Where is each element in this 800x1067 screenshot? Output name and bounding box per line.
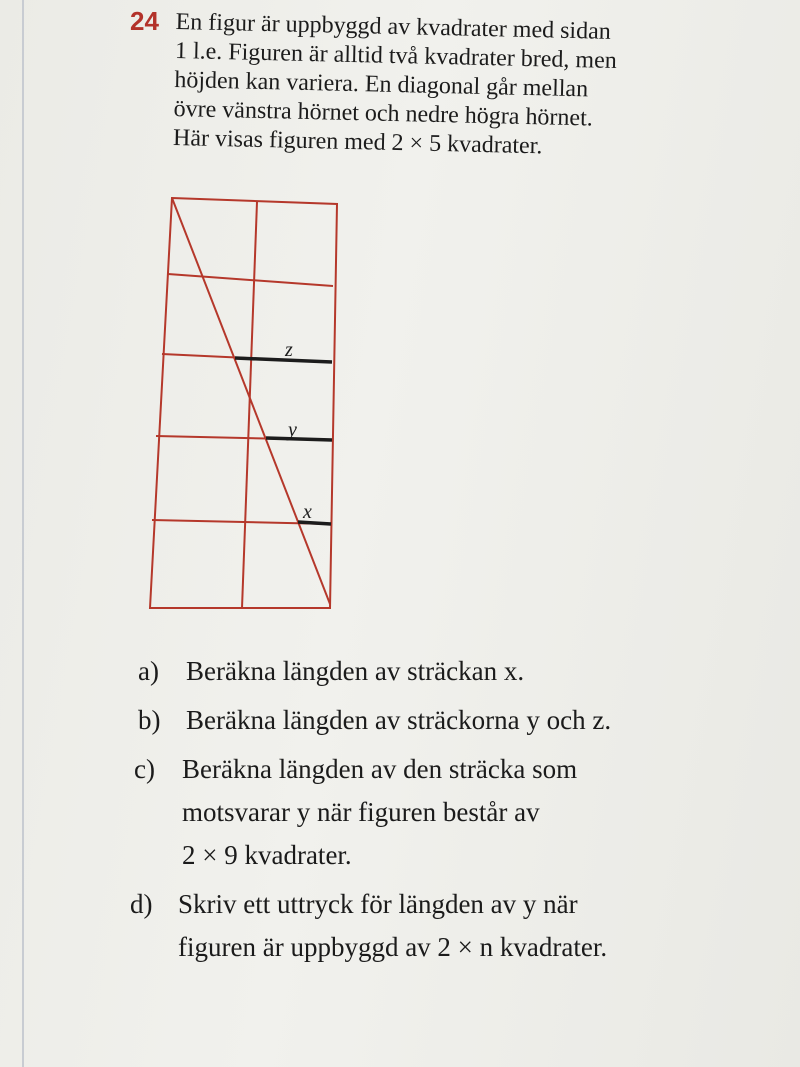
intro-line: höjden kan variera. En diagonal går mellan — [174, 66, 589, 103]
question-line: motsvarar y när figuren består av — [182, 797, 540, 827]
problem-intro — [173, 8, 756, 166]
question-b — [138, 699, 778, 742]
question-text — [186, 699, 778, 742]
intro-line: 1 l.e. Figuren är alltid två kvadrater bred, men — [174, 37, 618, 75]
grid-vertical-middle — [242, 202, 257, 608]
intro-line: Här visas figuren med 2 × 5 kvadrater. — [172, 124, 543, 160]
question-line: figuren är uppbyggd av 2 × n kvadrater. — [178, 932, 608, 962]
grid-lines — [150, 198, 337, 608]
question-line: 2 × 9 kvadrater. — [182, 840, 352, 870]
question-a — [138, 650, 778, 693]
intro-line: övre vänstra hörnet och nedre högra hörnet. — [173, 95, 594, 132]
label-y: y — [288, 419, 297, 441]
grid-horizontal-1 — [168, 274, 333, 286]
question-d — [130, 883, 778, 969]
intro-line: En figur är uppbyggd av kvadrater med sidan — [175, 8, 612, 45]
question-line: Beräkna längden av sträckan x. — [186, 656, 525, 686]
question-line: Beräkna längden av den sträcka som — [182, 754, 578, 784]
question-text — [186, 650, 778, 693]
question-list — [130, 650, 778, 975]
page-margin-line — [22, 0, 24, 1067]
question-letter: c) — [134, 754, 155, 784]
segment-y — [266, 438, 332, 440]
question-text — [182, 748, 778, 877]
label-z: z — [285, 339, 293, 361]
figure-svg — [140, 190, 350, 620]
square-grid-figure — [140, 190, 350, 620]
problem-number: 24 — [130, 6, 159, 36]
question-line: Skriv ett uttryck för längden av y när — [178, 889, 578, 919]
question-line: Beräkna längden av sträckorna y och z. — [186, 705, 612, 735]
label-x: x — [303, 501, 312, 523]
question-letter: b) — [138, 705, 161, 735]
segment-z — [235, 358, 332, 362]
question-text — [178, 883, 778, 969]
question-letter: a) — [138, 656, 159, 686]
question-c — [134, 748, 778, 877]
diagonal-line — [172, 198, 330, 604]
question-letter: d) — [130, 889, 153, 919]
